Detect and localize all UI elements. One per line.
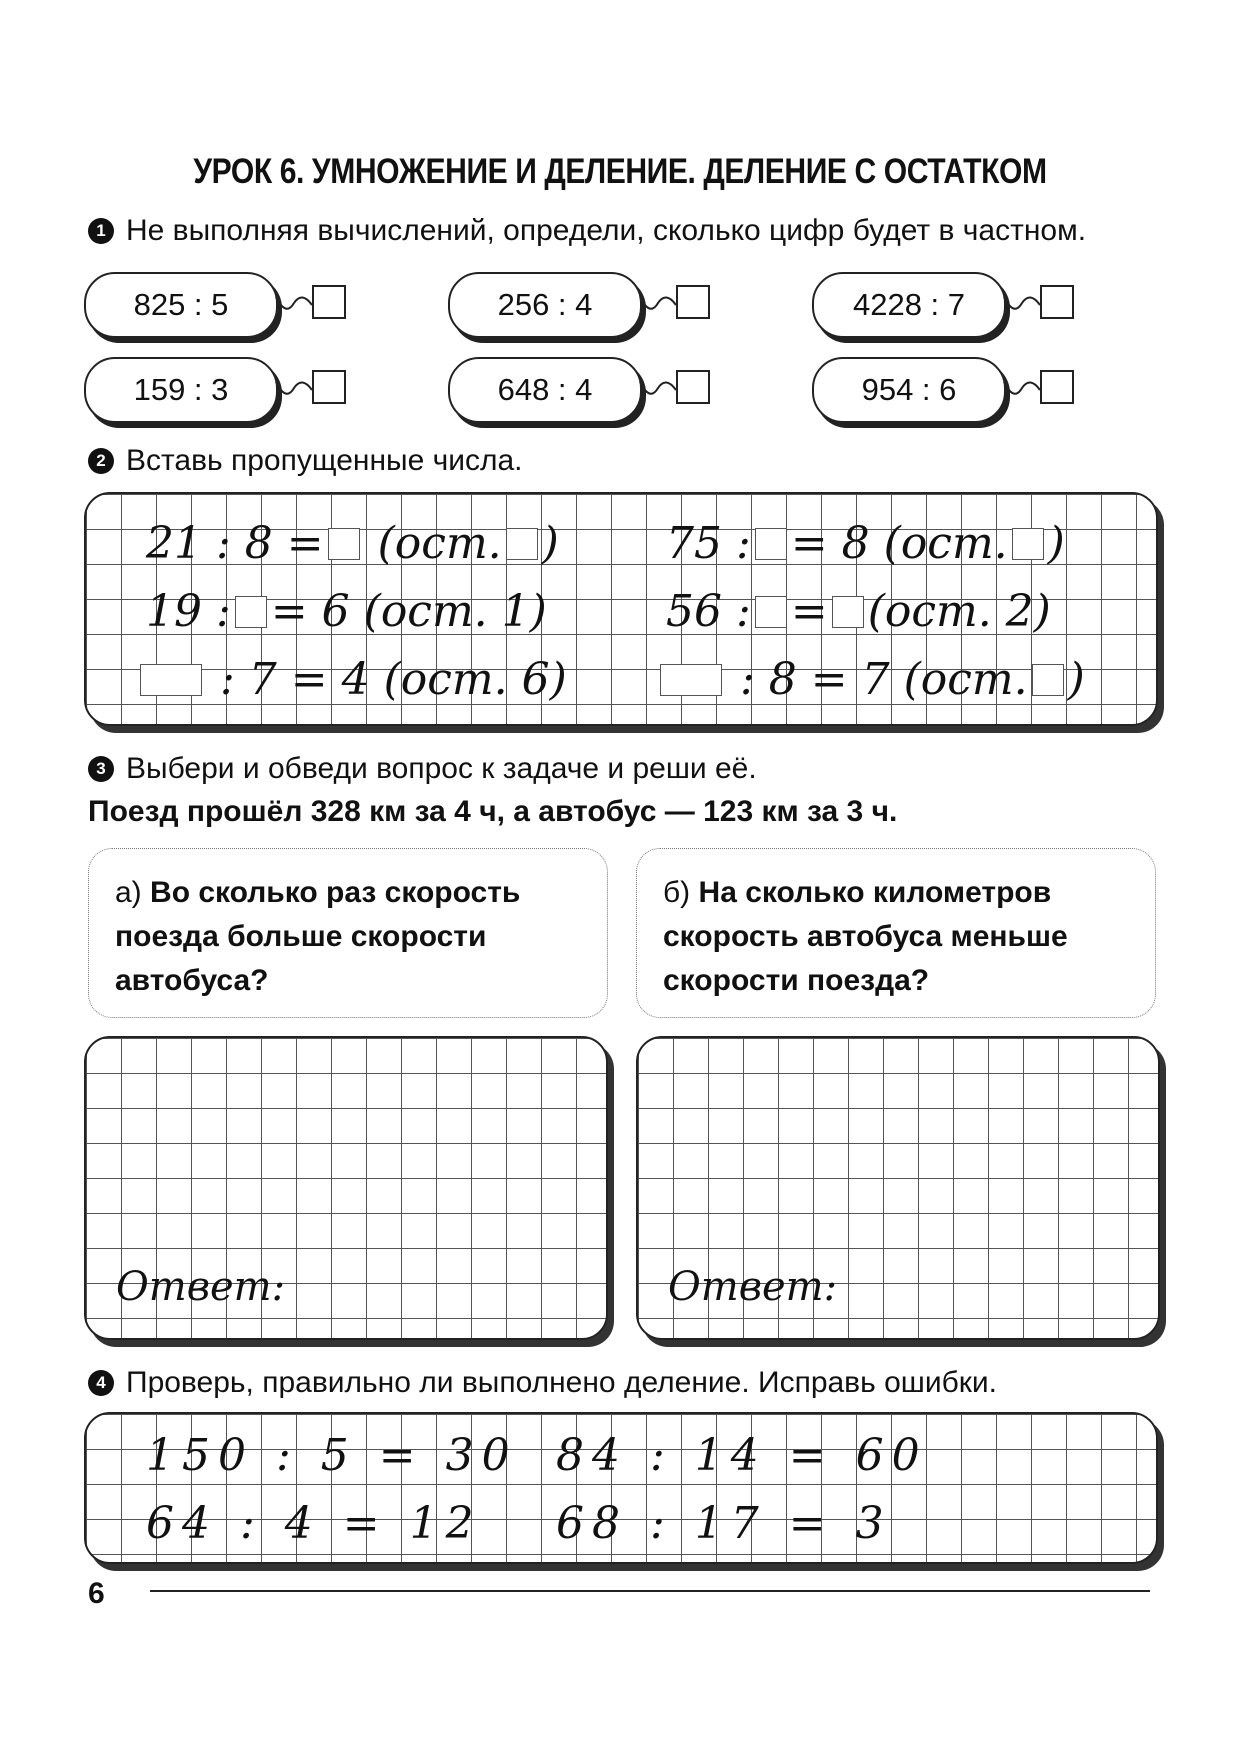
equation-left-3: : 7 = 4 (ост. 6) <box>136 658 567 702</box>
blank-box[interactable] <box>1032 664 1064 696</box>
equation-1[interactable]: 150 : 5 = 30 <box>146 1430 518 1481</box>
answer-box-4[interactable] <box>312 370 346 404</box>
question-b-prefix: б) <box>663 876 691 909</box>
connector-icon <box>274 374 314 404</box>
connector-icon <box>638 289 678 319</box>
task-1-instruction <box>88 214 1086 248</box>
blank-box[interactable] <box>755 596 787 628</box>
equation-right-2: 56 : = (ост. 2) <box>666 586 1051 637</box>
footer-rule <box>150 1590 1150 1592</box>
equation-left-1: 21 : 8 = (ост. ) <box>146 518 559 569</box>
page-number: 6 <box>88 1577 105 1610</box>
expression-159-3: 159 : 3 <box>84 357 278 423</box>
task-4-instruction <box>88 1366 997 1400</box>
equation-right-3: : 8 = 7 (ост. ) <box>656 658 1085 702</box>
expression-954-6: 954 : 6 <box>812 357 1006 423</box>
task-3-problem: Поезд прошёл 328 км за 4 ч, а автобус — 123 км за 3 ч. <box>88 795 898 828</box>
blank-box[interactable] <box>755 528 787 560</box>
blank-box[interactable] <box>506 528 538 560</box>
question-b-text: На сколько километров скорость автобуса меньше скорости поезда? <box>663 876 1068 997</box>
connector-icon <box>274 289 314 319</box>
answer-label-a: Ответ: <box>116 1264 286 1310</box>
connector-icon <box>1002 289 1042 319</box>
solution-grid-a[interactable] <box>84 1036 608 1340</box>
task-1-number: 1 <box>88 218 114 244</box>
blank-box[interactable] <box>235 596 267 628</box>
answer-box-2[interactable] <box>676 285 710 319</box>
expression-825-5: 825 : 5 <box>84 272 278 338</box>
blank-box[interactable] <box>832 596 864 628</box>
expression-648-4: 648 : 4 <box>448 357 642 423</box>
task-2-grid <box>84 492 1158 726</box>
task-2-text: Вставь пропущенные числа. <box>126 444 523 477</box>
answer-box-3[interactable] <box>1040 285 1074 319</box>
expression-4228-7: 4228 : 7 <box>812 272 1006 338</box>
question-a[interactable] <box>88 848 608 1018</box>
task-4-text: Проверь, правильно ли выполнено деление. Исправь ошибки. <box>126 1366 997 1399</box>
equation-3[interactable]: 64 : 4 = 12 <box>146 1498 482 1549</box>
task-2-number: 2 <box>88 448 114 474</box>
answer-label-b: Ответ: <box>668 1264 838 1310</box>
page-title: УРОК 6. УМНОЖЕНИЕ И ДЕЛЕНИЕ. ДЕЛЕНИЕ С ОСТАТКОМ <box>193 152 1047 191</box>
task-3-instruction <box>88 752 757 786</box>
expression-256-4: 256 : 4 <box>448 272 642 338</box>
task-2-instruction <box>88 444 523 478</box>
task-3-number: 3 <box>88 756 114 782</box>
answer-box-1[interactable] <box>312 285 346 319</box>
connector-icon <box>1002 374 1042 404</box>
question-b[interactable] <box>636 848 1156 1018</box>
equation-right-1: 75 : = 8 (ост. ) <box>666 518 1065 569</box>
task-4-grid <box>84 1412 1158 1564</box>
blank-box[interactable] <box>660 664 722 696</box>
answer-box-6[interactable] <box>1040 370 1074 404</box>
equation-4[interactable]: 68 : 17 = 3 <box>556 1498 892 1549</box>
blank-box[interactable] <box>140 664 202 696</box>
task-3-text: Выбери и обведи вопрос к задаче и реши её. <box>126 752 757 785</box>
connector-icon <box>638 374 678 404</box>
equation-2[interactable]: 84 : 14 = 60 <box>556 1430 928 1481</box>
question-a-text: Во сколько раз скорость поезда больше скорости автобуса? <box>115 876 521 997</box>
solution-grid-b[interactable] <box>636 1036 1160 1340</box>
blank-box[interactable] <box>328 528 360 560</box>
equation-left-2: 19 : = 6 (ост. 1) <box>146 586 547 637</box>
task-1-text: Не выполняя вычислений, определи, сколько цифр будет в частном. <box>126 214 1087 247</box>
task-4-number: 4 <box>88 1370 114 1396</box>
question-a-prefix: а) <box>115 876 142 909</box>
answer-box-5[interactable] <box>676 370 710 404</box>
blank-box[interactable] <box>1012 528 1044 560</box>
